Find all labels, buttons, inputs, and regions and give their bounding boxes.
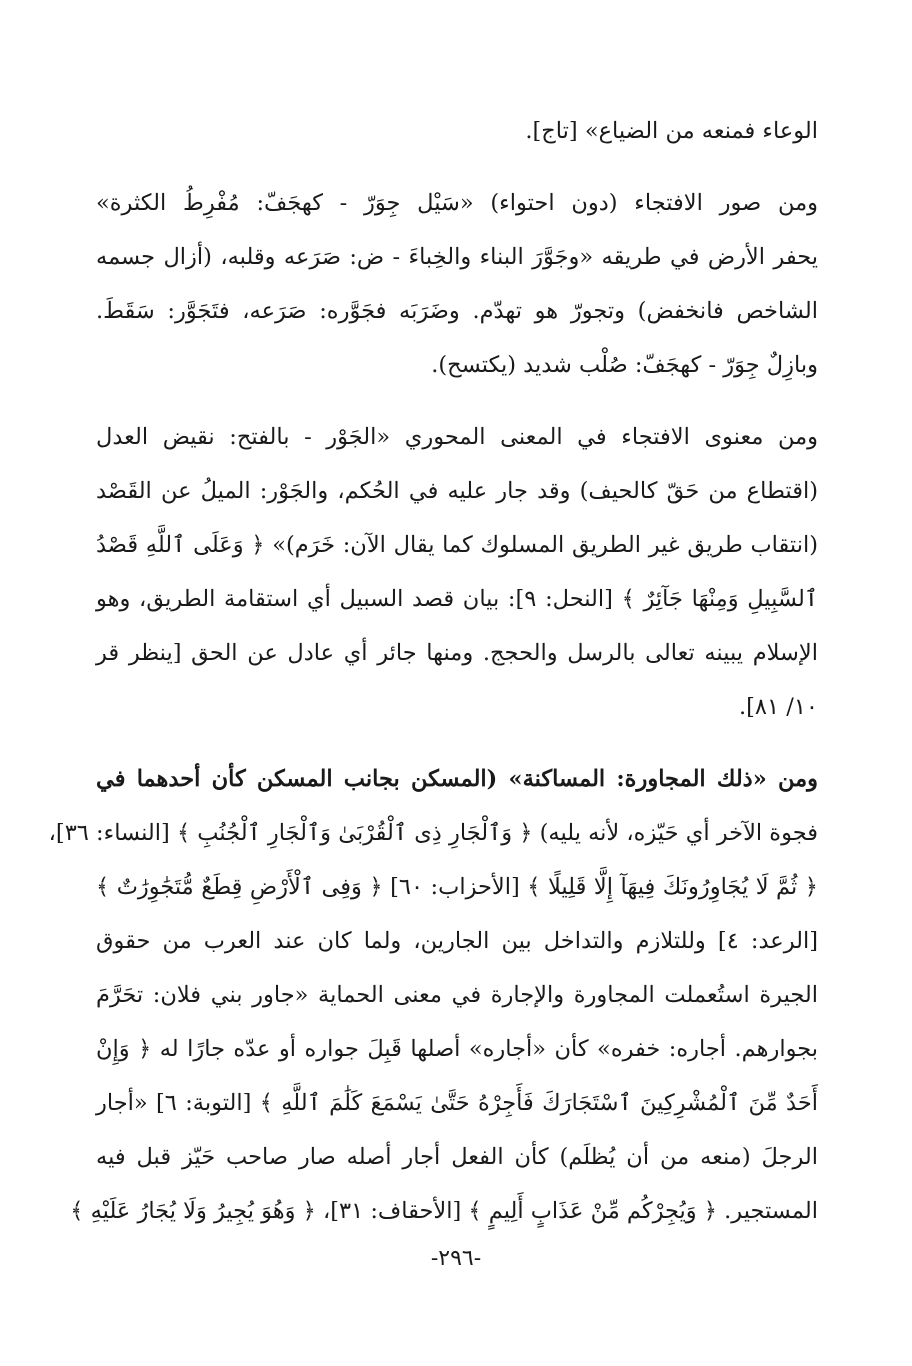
text-line: ٱلسَّبِيلِ وَمِنْهَا جَآئِرٌ ﴾ [النحل: ٩]: بيان قصد السبيل أي استقامة الطريق، وهو [96,586,818,612]
text-line: بجوارهم. أجاره: خفره» كأن «أجاره» أصلها قَبِلَ جواره أو عدّه جارًا له ﴿ وَإِنْ [96,1036,818,1062]
body-text [48,104,819,1238]
text-line: فجوة الآخر أي حَيّزه، لأنه يليه) ﴿ وَٱلْجَارِ ذِى ٱلْقُرْبَىٰ وَٱلْجَارِ ٱلْجُنُبِ ﴾ [النساء: ٣٦]، [48,820,818,846]
text-line: الوعاء فمنعه من الضياع» [تاج]. [525,118,818,144]
text-line: (انتقاب طريق غير الطريق المسلوك كما يقال الآن: خَرَم)» ﴿ وَعَلَى ٱللَّهِ قَصْدُ [96,532,818,558]
text-line: المستجير. ﴿ وَيُجِرْكُم مِّنْ عَذَابٍ أَلِيمٍ ﴾ [الأحقاف: ٣١]، ﴿ وَهُوَ يُجِيرُ وَلَا يُجَارُ عَلَيْهِ ﴾ [70,1198,818,1224]
page-number: -٢٩٦- [430,1246,482,1271]
text-line: ﴿ ثُمَّ لَا يُجَاوِرُونَكَ فِيهَآ إِلَّا قَلِيلًا ﴾ [الأحزاب: ٦٠] ﴿ وَفِى ٱلْأَرْضِ قِطَعٌ مُّتَجَٰوِرَٰتٌ ﴾ [96,874,818,900]
text-line: الإسلام يبينه تعالى بالرسل والحجج. ومنها جائر أي عادل عن الحق [ينظر قر [96,640,818,666]
text-line: ١٠/ ٨١]. [738,694,818,720]
text-line: (اقتطاع من حَقّ كالحيف) وقد جار عليه في الحُكم، والجَوْر: الميلُ عن القَصْد [96,478,818,504]
text-line: الشاخص فانخفض) وتجورّ هو تهدّم. وضَرَبَه فجَوَّره: صَرَعه، فتَجَوَّر: سَقَطَ. [96,298,818,324]
text-line: الجيرة استُعملت المجاورة والإجارة في معنى الحماية «جاور بني فلان: تحَرَّمَ [96,982,818,1008]
text-line: وبازِلٌ جِوَرّ - كهجَفّ: صُلْب شديد (يكتسح). [431,352,818,378]
text-line: ومن صور الافتجاء (دون احتواء) «سَيْل جِوَرّ - كهجَفّ: مُفْرِطُ الكثرة» [96,190,818,216]
text-line: ومن «ذلك المجاورة: المساكنة» (المسكن بجانب المسكن كأن أحدهما في [96,766,818,792]
text-line: أَحَدٌ مِّنَ ٱلْمُشْرِكِينَ ٱسْتَجَارَكَ فَأَجِرْهُ حَتَّىٰ يَسْمَعَ كَلَٰمَ ٱللَّهِ ﴾ [التوبة: ٦] «أجار [96,1090,819,1116]
text-line: ومن معنوى الافتجاء في المعنى المحوري «الجَوْر - بالفتح: نقيض العدل [96,424,818,450]
text-line: الرجلَ (منعه من أن يُظلَم) كأن الفعل أجار أصله صار صاحب حَيّز قبل فيه [96,1144,818,1170]
text-line: [الرعد: ٤] وللتلازم والتداخل بين الجارين، ولما كان عند العرب من حقوق [96,928,818,954]
text-line: يحفر الأرض في طريقه «وجَوَّرَ البناء والخِباءَ - ض: صَرَعه وقلبه، (أزال جسمه [96,244,818,270]
